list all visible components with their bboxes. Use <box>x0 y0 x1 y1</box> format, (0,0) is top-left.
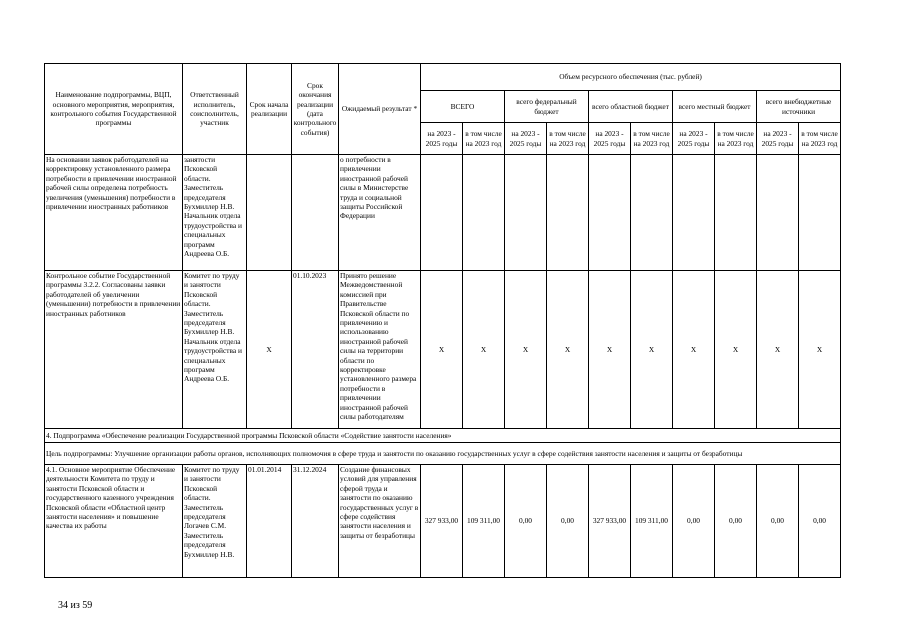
subheader-year: в том числе на 2023 год <box>715 123 757 155</box>
measure-value: 109 311,00 <box>463 465 505 578</box>
row-value <box>799 155 841 271</box>
row-value: X <box>547 271 589 429</box>
row-value <box>463 155 505 271</box>
header-end: Срок окончания реализации (дата контрольного события) <box>292 64 339 155</box>
row-value: X <box>757 271 799 429</box>
row-start: X <box>247 271 292 429</box>
row-value: X <box>715 271 757 429</box>
row-value <box>547 155 589 271</box>
subheader-period: на 2023 - 2025 годы <box>673 123 715 155</box>
measure-end: 31.12.2024 <box>292 465 339 578</box>
measure-value: 0,00 <box>715 465 757 578</box>
row-value: X <box>673 271 715 429</box>
header-group-extrabudget: всего внебюджетные источники <box>757 91 841 123</box>
measure-value: 327 933,00 <box>589 465 631 578</box>
header-group-total: ВСЕГО <box>421 91 505 123</box>
row-value <box>715 155 757 271</box>
measure-value: 0,00 <box>673 465 715 578</box>
resource-table <box>44 63 841 578</box>
measure-value: 0,00 <box>799 465 841 578</box>
row-name: Контрольное событие Государственной программы 3.2.2. Согласованы заявки работодателей об увеличении (уменьшении) потребности в привлечении иностранных работников <box>45 271 183 429</box>
row-result: Принято решение Межведомственной комиссией при Правительстве Псковской области по привлечению и использованию иностранной рабочей силы на территории области по корректировке установленного размера потребности в привлечении иностранной рабочей силы работодателям <box>339 271 421 429</box>
subheader-period: на 2023 - 2025 годы <box>757 123 799 155</box>
subheader-period: на 2023 - 2025 годы <box>505 123 547 155</box>
table-row <box>45 271 841 429</box>
header-start: Срок начала реализации <box>247 64 292 155</box>
subheader-year: в том числе на 2023 год <box>799 123 841 155</box>
measure-value: 0,00 <box>757 465 799 578</box>
row-value <box>421 155 463 271</box>
subheader-period: на 2023 - 2025 годы <box>421 123 463 155</box>
row-value: X <box>505 271 547 429</box>
header-name: Наименование подпрограммы, ВЦП, основного мероприятия, мероприятия, контрольного события Государственной программы <box>45 64 183 155</box>
measure-value: 327 933,00 <box>421 465 463 578</box>
row-end <box>292 155 339 271</box>
measure-value: 109 311,00 <box>631 465 673 578</box>
measure-responsible: Комитет по труду и занятости Псковской области. Заместитель председателя Логачев С.М. Заместитель председателя Бухмиллер Н.В. <box>183 465 247 578</box>
header-group-federal: всего федеральный бюджет <box>505 91 589 123</box>
header-responsible: Ответственный исполнитель, соисполнитель, участник <box>183 64 247 155</box>
row-value <box>505 155 547 271</box>
row-value <box>589 155 631 271</box>
measure-value: 0,00 <box>505 465 547 578</box>
table-row <box>45 155 841 271</box>
row-value <box>673 155 715 271</box>
row-start <box>247 155 292 271</box>
subheader-year: в том числе на 2023 год <box>547 123 589 155</box>
subprogram-goal: Цель подпрограммы: Улучшение организации работы органов, исполняющих полномочия в сфере труда и занятости по оказанию государственных услуг в сфере содействия занятости населения и защиты от безработицы <box>45 443 841 465</box>
header-group-regional: всего областной бюджет <box>589 91 673 123</box>
row-value: X <box>463 271 505 429</box>
header-group-local: всего местный бюджет <box>673 91 757 123</box>
table-row <box>45 465 841 578</box>
subheader-year: в том числе на 2023 год <box>463 123 505 155</box>
measure-start: 01.01.2014 <box>247 465 292 578</box>
subheader-period: на 2023 - 2025 годы <box>589 123 631 155</box>
row-value: X <box>589 271 631 429</box>
row-value <box>757 155 799 271</box>
row-value: X <box>631 271 673 429</box>
measure-value: 0,00 <box>547 465 589 578</box>
row-value: X <box>799 271 841 429</box>
measure-name: 4.1. Основное мероприятие Обеспечение деятельности Комитета по труду и занятости Псковской области и государственного казенного учреждения Псковской области «Областной центр занятости населения» и повышение качества их работы <box>45 465 183 578</box>
subheader-year: в том числе на 2023 год <box>631 123 673 155</box>
header-result: Ожидаемый результат * <box>339 64 421 155</box>
header-volume: Объем ресурсного обеспечения (тыс. рублей) <box>421 64 841 91</box>
page-number: 34 из 59 <box>58 600 93 611</box>
row-responsible: занятости Псковской области. Заместитель председателя Бухмиллер Н.В. Начальник отдела трудоустройства и специальных программ Андреева О.Б. <box>183 155 247 271</box>
row-result: о потребности в привлечении иностранной рабочей силы в Министерстве труда и социальной защиты Российской Федерации <box>339 155 421 271</box>
subprogram-title: 4. Подпрограмма «Обеспечение реализации Государственной программы Псковской области «Содействие занятости населения» <box>45 429 841 443</box>
row-value: X <box>421 271 463 429</box>
row-name: На основании заявок работодателей на корректировку установленного размера потребности в привлечении иностранной рабочей силы определена потребность увеличения (уменьшения) потребности в привлечении иностранных работников <box>45 155 183 271</box>
row-end: 01.10.2023 <box>292 271 339 429</box>
measure-result: Создание финансовых условий для управления сферой труда и занятости по оказанию государственных услуг в сфере содействия занятости населения и защиты от безработицы <box>339 465 421 578</box>
row-responsible: Комитет по труду и занятости Псковской области. Заместитель председателя Бухмиллер Н.В. Начальник отдела трудоустройства и специальных программ Андреева О.Б. <box>183 271 247 429</box>
row-value <box>631 155 673 271</box>
